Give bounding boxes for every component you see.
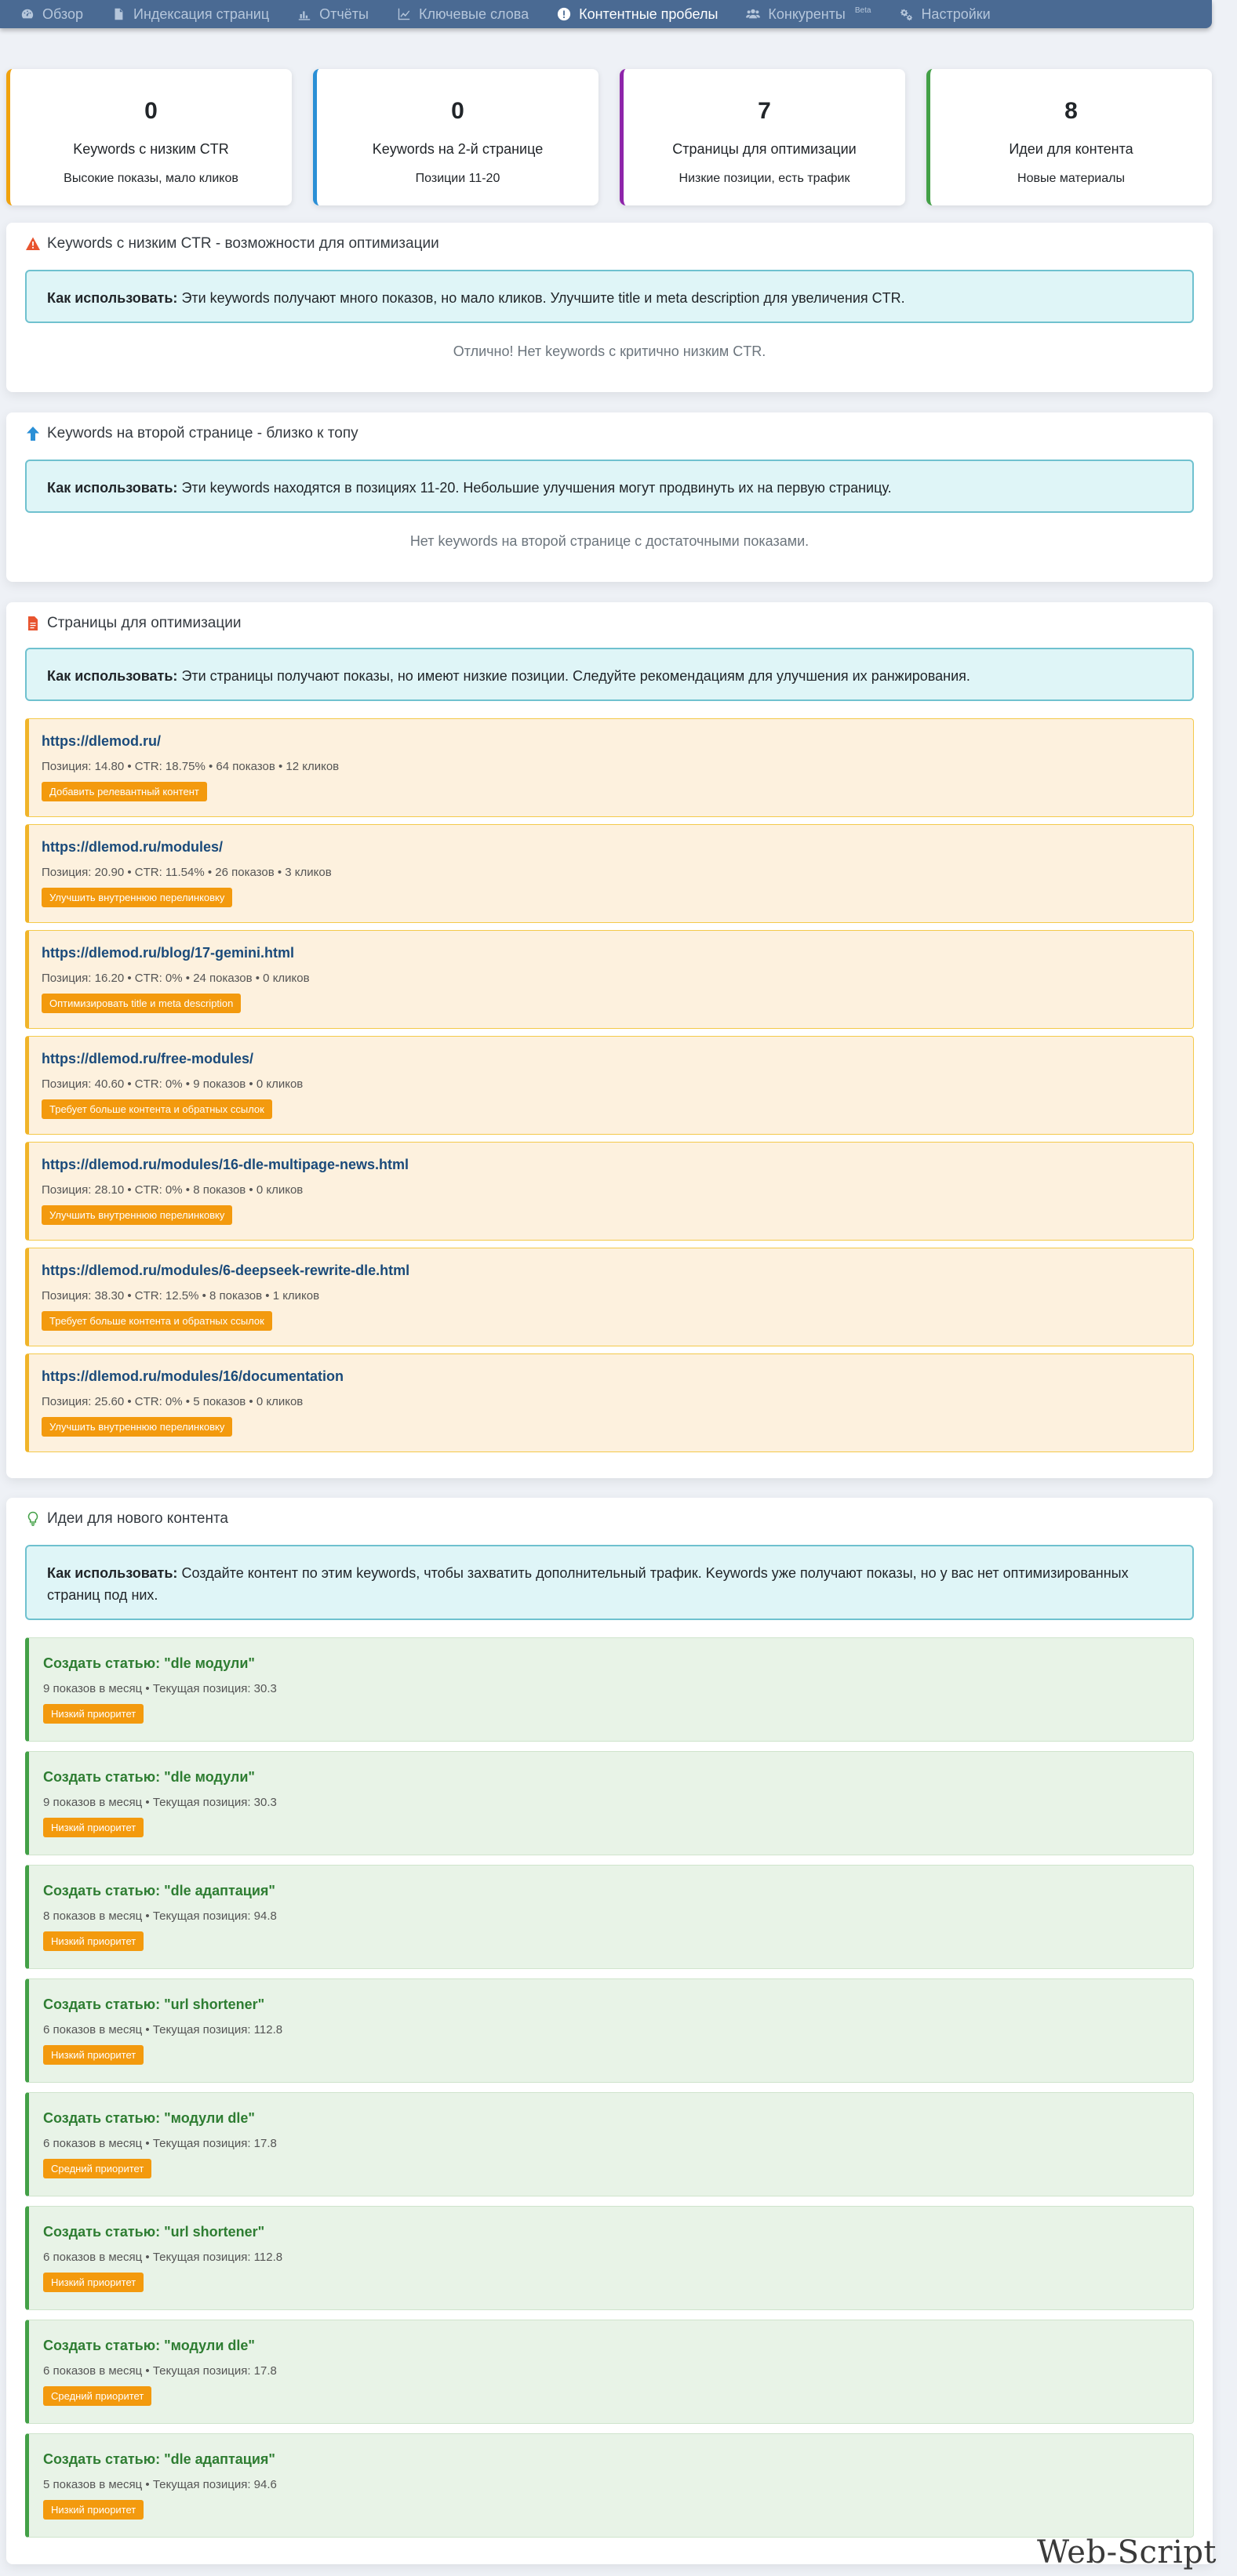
stat-value: 7 [758, 98, 771, 124]
file-text-icon [25, 616, 41, 631]
panel-title [25, 235, 439, 253]
page-url-link[interactable]: https://dlemod.ru/free-modules/ [42, 1051, 254, 1066]
nav-item-competitors[interactable] [746, 0, 871, 28]
panel-title-text: Keywords на второй странице - близко к топу [47, 425, 358, 441]
page-url-link[interactable]: https://dlemod.ru/modules/6-deepseek-rewrite-dle.html [42, 1263, 410, 1278]
idea-card [25, 1865, 1194, 1969]
priority-badge: Низкий приоритет [43, 1818, 144, 1837]
priority-badge: Низкий приоритет [43, 1931, 144, 1951]
exclamation-circle-icon [557, 7, 571, 21]
nav-item-keywords[interactable] [397, 0, 529, 28]
stat-card-ideas [926, 69, 1212, 205]
idea-card [25, 2433, 1194, 2538]
page-meta: Позиция: 20.90 • CTR: 11.54% • 26 показов • 3 кликов [42, 866, 332, 879]
panel-title [25, 615, 241, 632]
pages-panel [6, 602, 1213, 1478]
stat-card-second-page [313, 69, 598, 205]
users-icon [746, 7, 760, 21]
page-card [25, 718, 1194, 817]
page-meta: Позиция: 14.80 • CTR: 18.75% • 64 показов • 12 кликов [42, 760, 340, 773]
page-url-link[interactable]: https://dlemod.ru/modules/16-dle-multipage-news.html [42, 1157, 409, 1172]
stat-title: Идеи для контента [1009, 141, 1133, 157]
idea-title: Создать статью: "модули dle" [43, 2110, 255, 2126]
idea-meta: 6 показов в месяц • Текущая позиция: 112.8 [43, 2023, 283, 2036]
recommendation-badge: Оптимизировать title и meta description [42, 994, 241, 1013]
page-meta: Позиция: 38.30 • CTR: 12.5% • 8 показов • 1 кликов [42, 1289, 320, 1303]
recommendation-badge: Добавить релевантный контент [42, 782, 207, 801]
idea-title: Создать статью: "dle модули" [43, 1655, 255, 1671]
warning-icon [25, 236, 41, 252]
info-box [25, 648, 1194, 701]
stat-title: Keywords на 2-й странице [372, 141, 544, 157]
idea-meta: 9 показов в месяц • Текущая позиция: 30.3 [43, 1682, 277, 1695]
page-card [25, 1353, 1194, 1452]
recommendation-badge: Требует больше контента и обратных ссылок [42, 1311, 272, 1331]
stat-title: Страницы для оптимизации [672, 141, 857, 157]
page-url-link[interactable]: https://dlemod.ru/modules/16/documentation [42, 1368, 344, 1384]
info-text: Эти keywords получают много показов, но мало кликов. Улучшите title и meta description для увеличения CTR. [177, 290, 905, 306]
priority-badge: Низкий приоритет [43, 2273, 144, 2292]
top-nav [0, 0, 1212, 28]
priority-badge: Низкий приоритет [43, 2045, 144, 2065]
idea-meta: 6 показов в месяц • Текущая позиция: 17.8 [43, 2364, 277, 2378]
panel-title-text: Идеи для нового контента [47, 1510, 228, 1527]
recommendation-badge: Улучшить внутреннюю перелинковку [42, 1205, 232, 1225]
nav-item-label: Обзор [42, 5, 83, 22]
idea-title: Создать статью: "dle модули" [43, 1769, 255, 1785]
info-label: Как использовать: [47, 290, 178, 306]
panel-title-text: Keywords с низким CTR - возможности для оптимизации [47, 235, 439, 252]
idea-title: Создать статью: "модули dle" [43, 2338, 255, 2353]
low-ctr-panel [6, 223, 1213, 392]
file-icon [111, 7, 126, 21]
dashboard-icon [20, 7, 35, 21]
idea-card [25, 2206, 1194, 2310]
idea-title: Создать статью: "url shortener" [43, 1996, 265, 2012]
recommendation-badge: Улучшить внутреннюю перелинковку [42, 888, 232, 907]
idea-meta: 5 показов в месяц • Текущая позиция: 94.6 [43, 2478, 277, 2491]
page-meta: Позиция: 40.60 • CTR: 0% • 9 показов • 0 кликов [42, 1077, 304, 1091]
info-box [25, 270, 1194, 323]
nav-item-content-gaps[interactable] [557, 0, 718, 28]
info-text: Создайте контент по этим keywords, чтобы захватить дополнительный трафик. Keywords уже получают показы, но у вас нет оптимизированных страниц под них. [47, 1565, 1129, 1603]
nav-item-label: Отчёты [319, 5, 369, 22]
info-box [25, 460, 1194, 513]
empty-message: Нет keywords на второй странице с достаточными показами. [409, 533, 810, 549]
stat-card-low-ctr [6, 69, 292, 205]
nav-item-label: Индексация страниц [133, 5, 270, 22]
page-card [25, 1248, 1194, 1346]
idea-meta: 8 показов в месяц • Текущая позиция: 94.8 [43, 1909, 277, 1923]
idea-card [25, 1751, 1194, 1855]
nav-item-indexing[interactable] [111, 0, 269, 28]
nav-item-settings[interactable] [899, 0, 990, 28]
page-meta: Позиция: 28.10 • CTR: 0% • 8 показов • 0 кликов [42, 1183, 304, 1197]
idea-card [25, 2092, 1194, 2196]
panel-title [25, 425, 358, 442]
stat-subtitle: Позиции 11-20 [415, 172, 500, 185]
arrow-up-icon [25, 426, 41, 441]
idea-meta: 6 показов в месяц • Текущая позиция: 112.8 [43, 2251, 283, 2264]
stat-subtitle: Высокие показы, мало кликов [64, 172, 238, 185]
info-text: Эти keywords находятся в позициях 11-20. Небольшие улучшения могут продвинуть их на первую страницу. [177, 480, 892, 496]
priority-badge: Низкий приоритет [43, 1704, 144, 1724]
idea-meta: 9 показов в месяц • Текущая позиция: 30.3 [43, 1796, 277, 1809]
info-label: Как использовать: [47, 480, 178, 496]
priority-badge: Средний приоритет [43, 2386, 151, 2406]
stat-value: 8 [1064, 98, 1078, 124]
idea-title: Создать статью: "dle адаптация" [43, 2451, 275, 2467]
priority-badge: Низкий приоритет [43, 2500, 144, 2520]
page-meta: Позиция: 25.60 • CTR: 0% • 5 показов • 0 кликов [42, 1395, 304, 1408]
stat-value: 0 [451, 98, 464, 124]
page-card [25, 1036, 1194, 1135]
page-card [25, 1142, 1194, 1241]
page-card [25, 824, 1194, 923]
page-url-link[interactable]: https://dlemod.ru/ [42, 733, 161, 749]
nav-item-label: Настройки [921, 5, 991, 22]
nav-item-reports[interactable] [297, 0, 369, 28]
stat-subtitle: Низкие позиции, есть трафик [679, 172, 850, 185]
idea-card [25, 1978, 1194, 2083]
idea-meta: 6 показов в месяц • Текущая позиция: 17.8 [43, 2137, 277, 2150]
info-label: Как использовать: [47, 668, 178, 684]
stat-title: Keywords с низким CTR [73, 141, 229, 157]
idea-card [25, 2320, 1194, 2424]
bar-chart-icon [297, 7, 311, 21]
second-page-panel [6, 412, 1213, 582]
stat-card-pages [620, 69, 905, 205]
info-box [25, 1545, 1194, 1620]
nav-item-overview[interactable] [20, 0, 83, 28]
page-url-link[interactable]: https://dlemod.ru/modules/ [42, 839, 224, 855]
recommendation-badge: Требует больше контента и обратных ссылок [42, 1099, 272, 1119]
page-meta: Позиция: 16.20 • CTR: 0% • 24 показов • 0 кликов [42, 972, 310, 985]
empty-message: Отлично! Нет keywords с критично низким CTR. [453, 343, 766, 359]
nav-item-label: Конкуренты [768, 5, 846, 22]
line-chart-icon [397, 7, 411, 21]
stat-value: 0 [144, 98, 158, 124]
idea-title: Создать статью: "url shortener" [43, 2224, 265, 2240]
info-text: Эти страницы получают показы, но имеют низкие позиции. Следуйте рекомендациям для улучшения их ранжирования. [177, 668, 970, 684]
stat-subtitle: Новые материалы [1017, 172, 1125, 185]
nav-item-label: Контентные пробелы [579, 5, 719, 22]
page-url-link[interactable]: https://dlemod.ru/blog/17-gemini.html [42, 945, 294, 961]
gears-icon [899, 7, 913, 21]
ideas-panel [6, 1498, 1213, 2564]
stats-row [6, 69, 1214, 205]
nav-item-label: Ключевые слова [419, 5, 529, 22]
panel-title [25, 1510, 228, 1528]
idea-card [25, 1637, 1194, 1742]
watermark: Web-Script [1036, 2534, 1217, 2571]
idea-title: Создать статью: "dle адаптация" [43, 1883, 275, 1898]
recommendation-badge: Улучшить внутреннюю перелинковку [42, 1417, 232, 1437]
priority-badge: Средний приоритет [43, 2159, 151, 2178]
beta-badge: Beta [854, 5, 871, 15]
page-card [25, 930, 1194, 1029]
panel-title-text: Страницы для оптимизации [47, 615, 242, 631]
info-label: Как использовать: [47, 1565, 178, 1581]
lightbulb-icon [25, 1511, 41, 1527]
